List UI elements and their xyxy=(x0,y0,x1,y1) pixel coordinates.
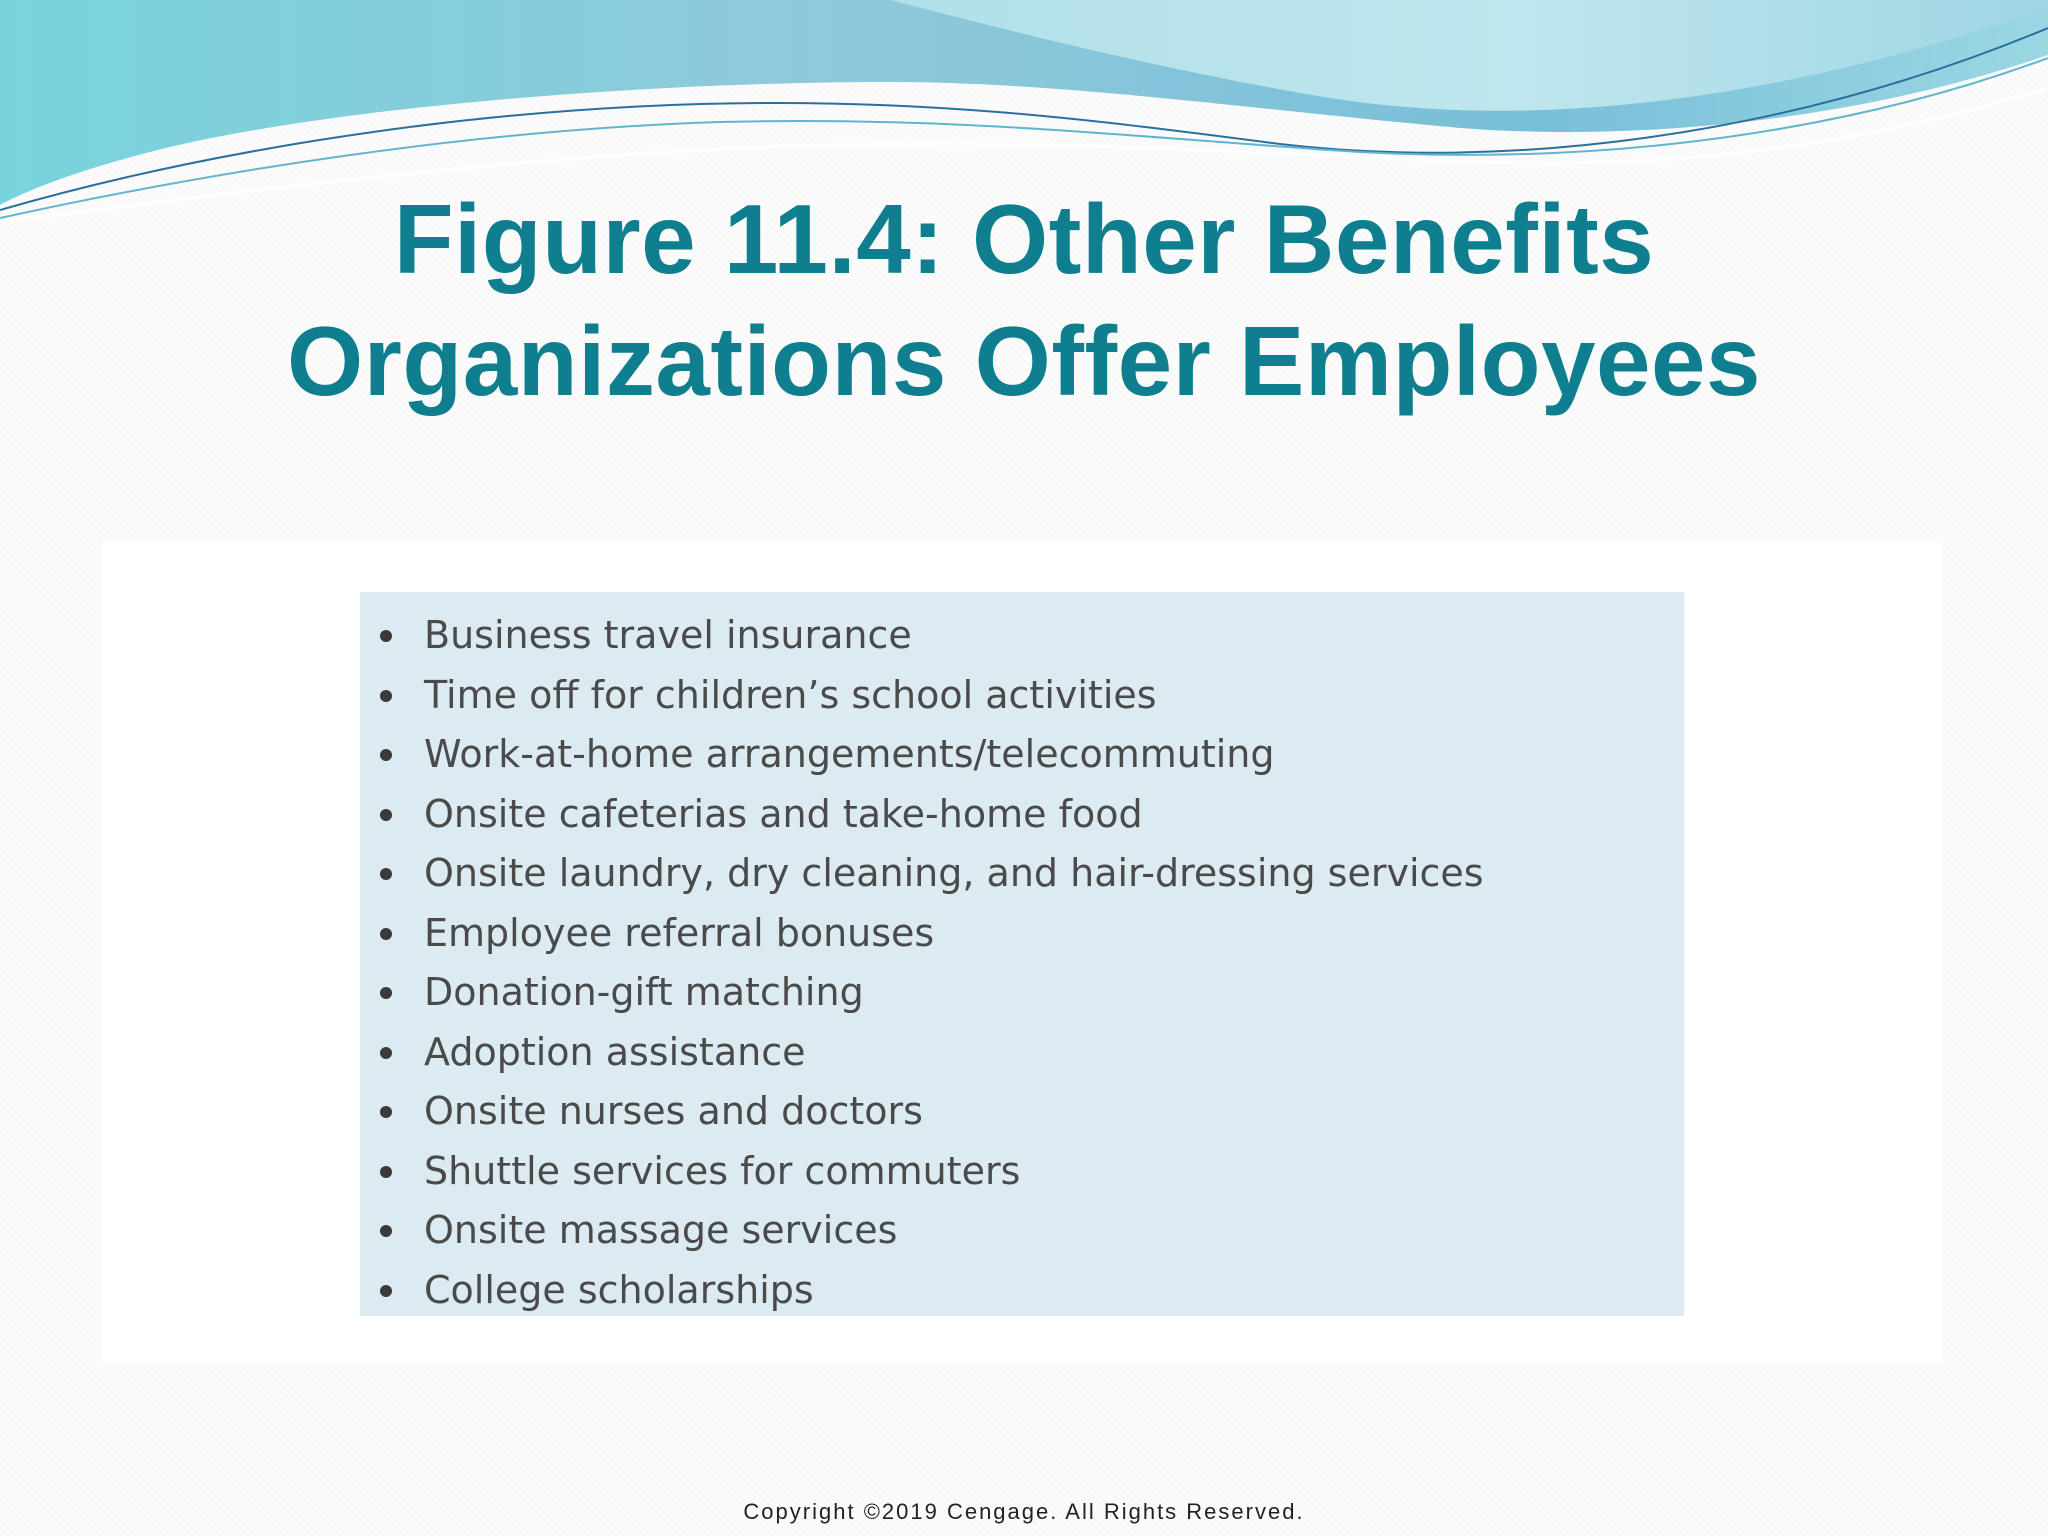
benefit-item xyxy=(360,666,1684,726)
benefit-item xyxy=(360,1261,1684,1321)
slide-title-line-1: Figure 11.4: Other Benefits xyxy=(393,184,1655,294)
benefits-box xyxy=(360,592,1684,1316)
bullet-icon xyxy=(380,928,392,940)
benefit-label: Work-at-home arrangements/telecommuting xyxy=(424,732,1275,776)
bullet-icon xyxy=(380,1106,392,1118)
benefit-item xyxy=(360,1082,1684,1142)
slide-title xyxy=(0,178,2048,422)
benefit-item xyxy=(360,1142,1684,1202)
benefit-label: Shuttle services for commuters xyxy=(424,1148,1021,1193)
bullet-icon xyxy=(380,1166,392,1178)
benefit-item xyxy=(360,1201,1684,1261)
benefit-item xyxy=(360,725,1684,785)
bullet-icon xyxy=(380,868,392,880)
benefit-item xyxy=(360,1023,1684,1083)
figure-panel xyxy=(102,542,1942,1362)
bullet-icon xyxy=(380,1047,392,1059)
benefit-label: College scholarships xyxy=(424,1267,814,1312)
bullet-icon xyxy=(380,987,392,999)
benefit-label: Onsite laundry, dry cleaning, and hair-dressing services xyxy=(424,851,1484,895)
benefit-label: Adoption assistance xyxy=(424,1029,806,1074)
benefit-label: Onsite massage services xyxy=(424,1208,898,1252)
benefit-item xyxy=(360,844,1684,904)
bullet-icon xyxy=(380,690,392,702)
benefit-item xyxy=(360,606,1684,666)
bullet-icon xyxy=(380,809,392,821)
benefit-label: Business travel insurance xyxy=(424,613,912,657)
benefit-label: Onsite nurses and doctors xyxy=(424,1089,923,1133)
benefit-label: Time off for children’s school activities xyxy=(424,672,1157,717)
bullet-icon xyxy=(380,1225,392,1237)
benefit-label: Onsite cafeterias and take-home food xyxy=(424,791,1143,836)
benefit-item xyxy=(360,785,1684,845)
bullet-icon xyxy=(380,630,392,642)
bullet-icon xyxy=(380,1285,392,1297)
bullet-icon xyxy=(380,749,392,761)
slide-title-line-2: Organizations Offer Employees xyxy=(287,306,1761,416)
benefits-list xyxy=(360,606,1684,1320)
benefit-label: Employee referral bonuses xyxy=(424,910,935,955)
benefit-item xyxy=(360,904,1684,964)
benefit-label: Donation-gift matching xyxy=(424,970,864,1014)
copyright-notice: Copyright ©2019 Cengage. All Rights Reserved. xyxy=(743,1499,1305,1524)
benefit-item xyxy=(360,963,1684,1023)
